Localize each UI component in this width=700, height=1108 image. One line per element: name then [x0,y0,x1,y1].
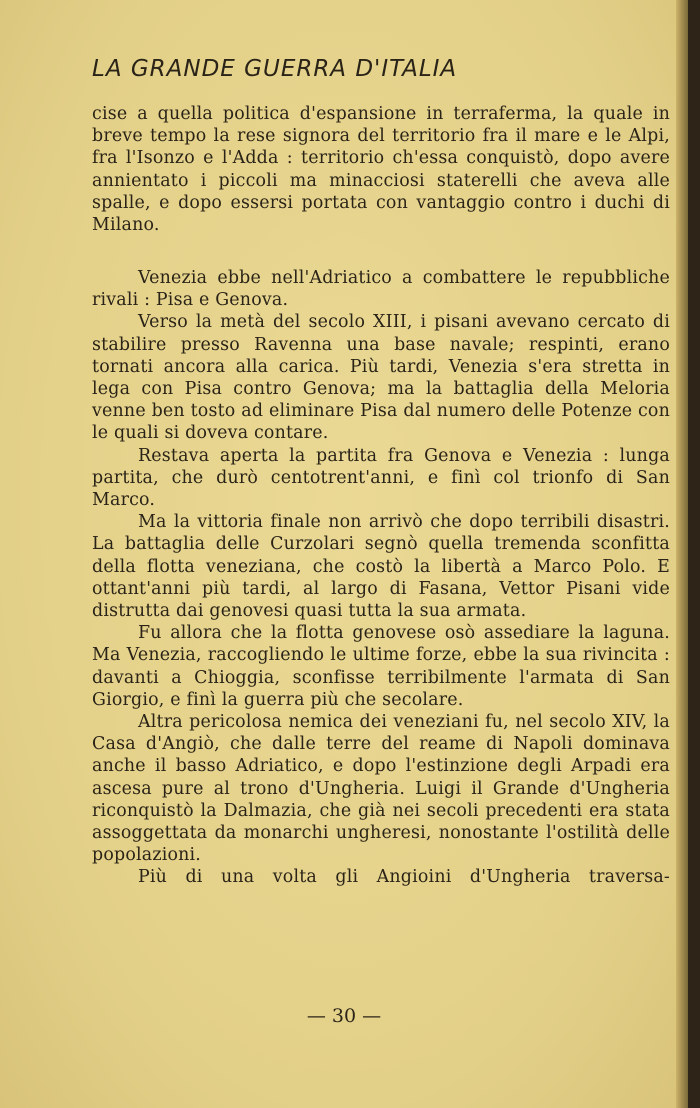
paragraph: Ma la vittoria finale non arrivò che dopo terribili disastri. La battaglia delle Curzolari segnò quella tremenda sconfitta della flotta veneziana, che costò la libertà a Marco Polo. E ottant'anni più tardi, al largo di Fasana, Vettor Pisani vide distrutta dai genovesi quasi tutta la sua armata. [92,512,670,622]
paragraph: Fu allora che la flotta genovese osò assediare la laguna. Ma Venezia, raccogliendo le ultime forze, ebbe la sua rivincita : davanti a Chioggia, sconfisse terribilmente l'armata di San Giorgio, e finì la guerra più che secolare. [92,623,670,710]
paragraph: Restava aperta la partita fra Genova e Venezia : lunga partita, che durò centotrent'anni, e finì col trionfo di San Marco. [92,445,670,511]
paragraph: Verso la metà del secolo XIII, i pisani avevano cercato di stabilire presso Ravenna una base navale; respinti, erano tornati ancora alla carica. Più tardi, Venezia s'era stretta in lega con Pisa contro Genova; ma la battaglia della Meloria venne ben tosto ad eliminare Pisa dal numero delle Potenze con le quali si doveva contare. [92,312,670,444]
paragraph-continuation: cise a quella politica d'espansione in terraferma, la quale in breve tempo la rese signora del territorio fra il mare e le Alpi, fra l'Isonzo e l'Adda : territorio ch'essa conquistò, dopo avere annientato i piccoli ma minacciosi staterelli che aveva alle spalle, e dopo essersi portata con vantaggio contro i duchi di Milano. [92,104,670,236]
paragraph: Altra pericolosa nemica dei veneziani fu, nel secolo XIV, la Casa d'Angiò, che dalle terre del reame di Napoli dominava anche il basso Adriatico, e dopo l'estinzione degli Arpadi era ascesa pure al trono d'Ungheria. Luigi il Grande d'Ungheria riconquistò la Dalmazia, che già nei secoli precedenti era stata assoggettata da monarchi ungheresi, nonostante l'ostilità delle popolazioni. [92,712,670,866]
paragraph-runover: Più di una volta gli Angioini d'Ungheria traversa- [138,867,670,888]
text-block-main [92,267,670,889]
paragraph: Venezia ebbe nell'Adriatico a combattere le repubbliche rivali : Pisa e Genova. [92,268,670,311]
text-block-continuation [92,103,670,236]
running-head: LA GRANDE GUERRA D'ITALIA [92,56,458,82]
page-edge [676,0,688,1108]
page-number: — 30 — [306,1005,382,1027]
